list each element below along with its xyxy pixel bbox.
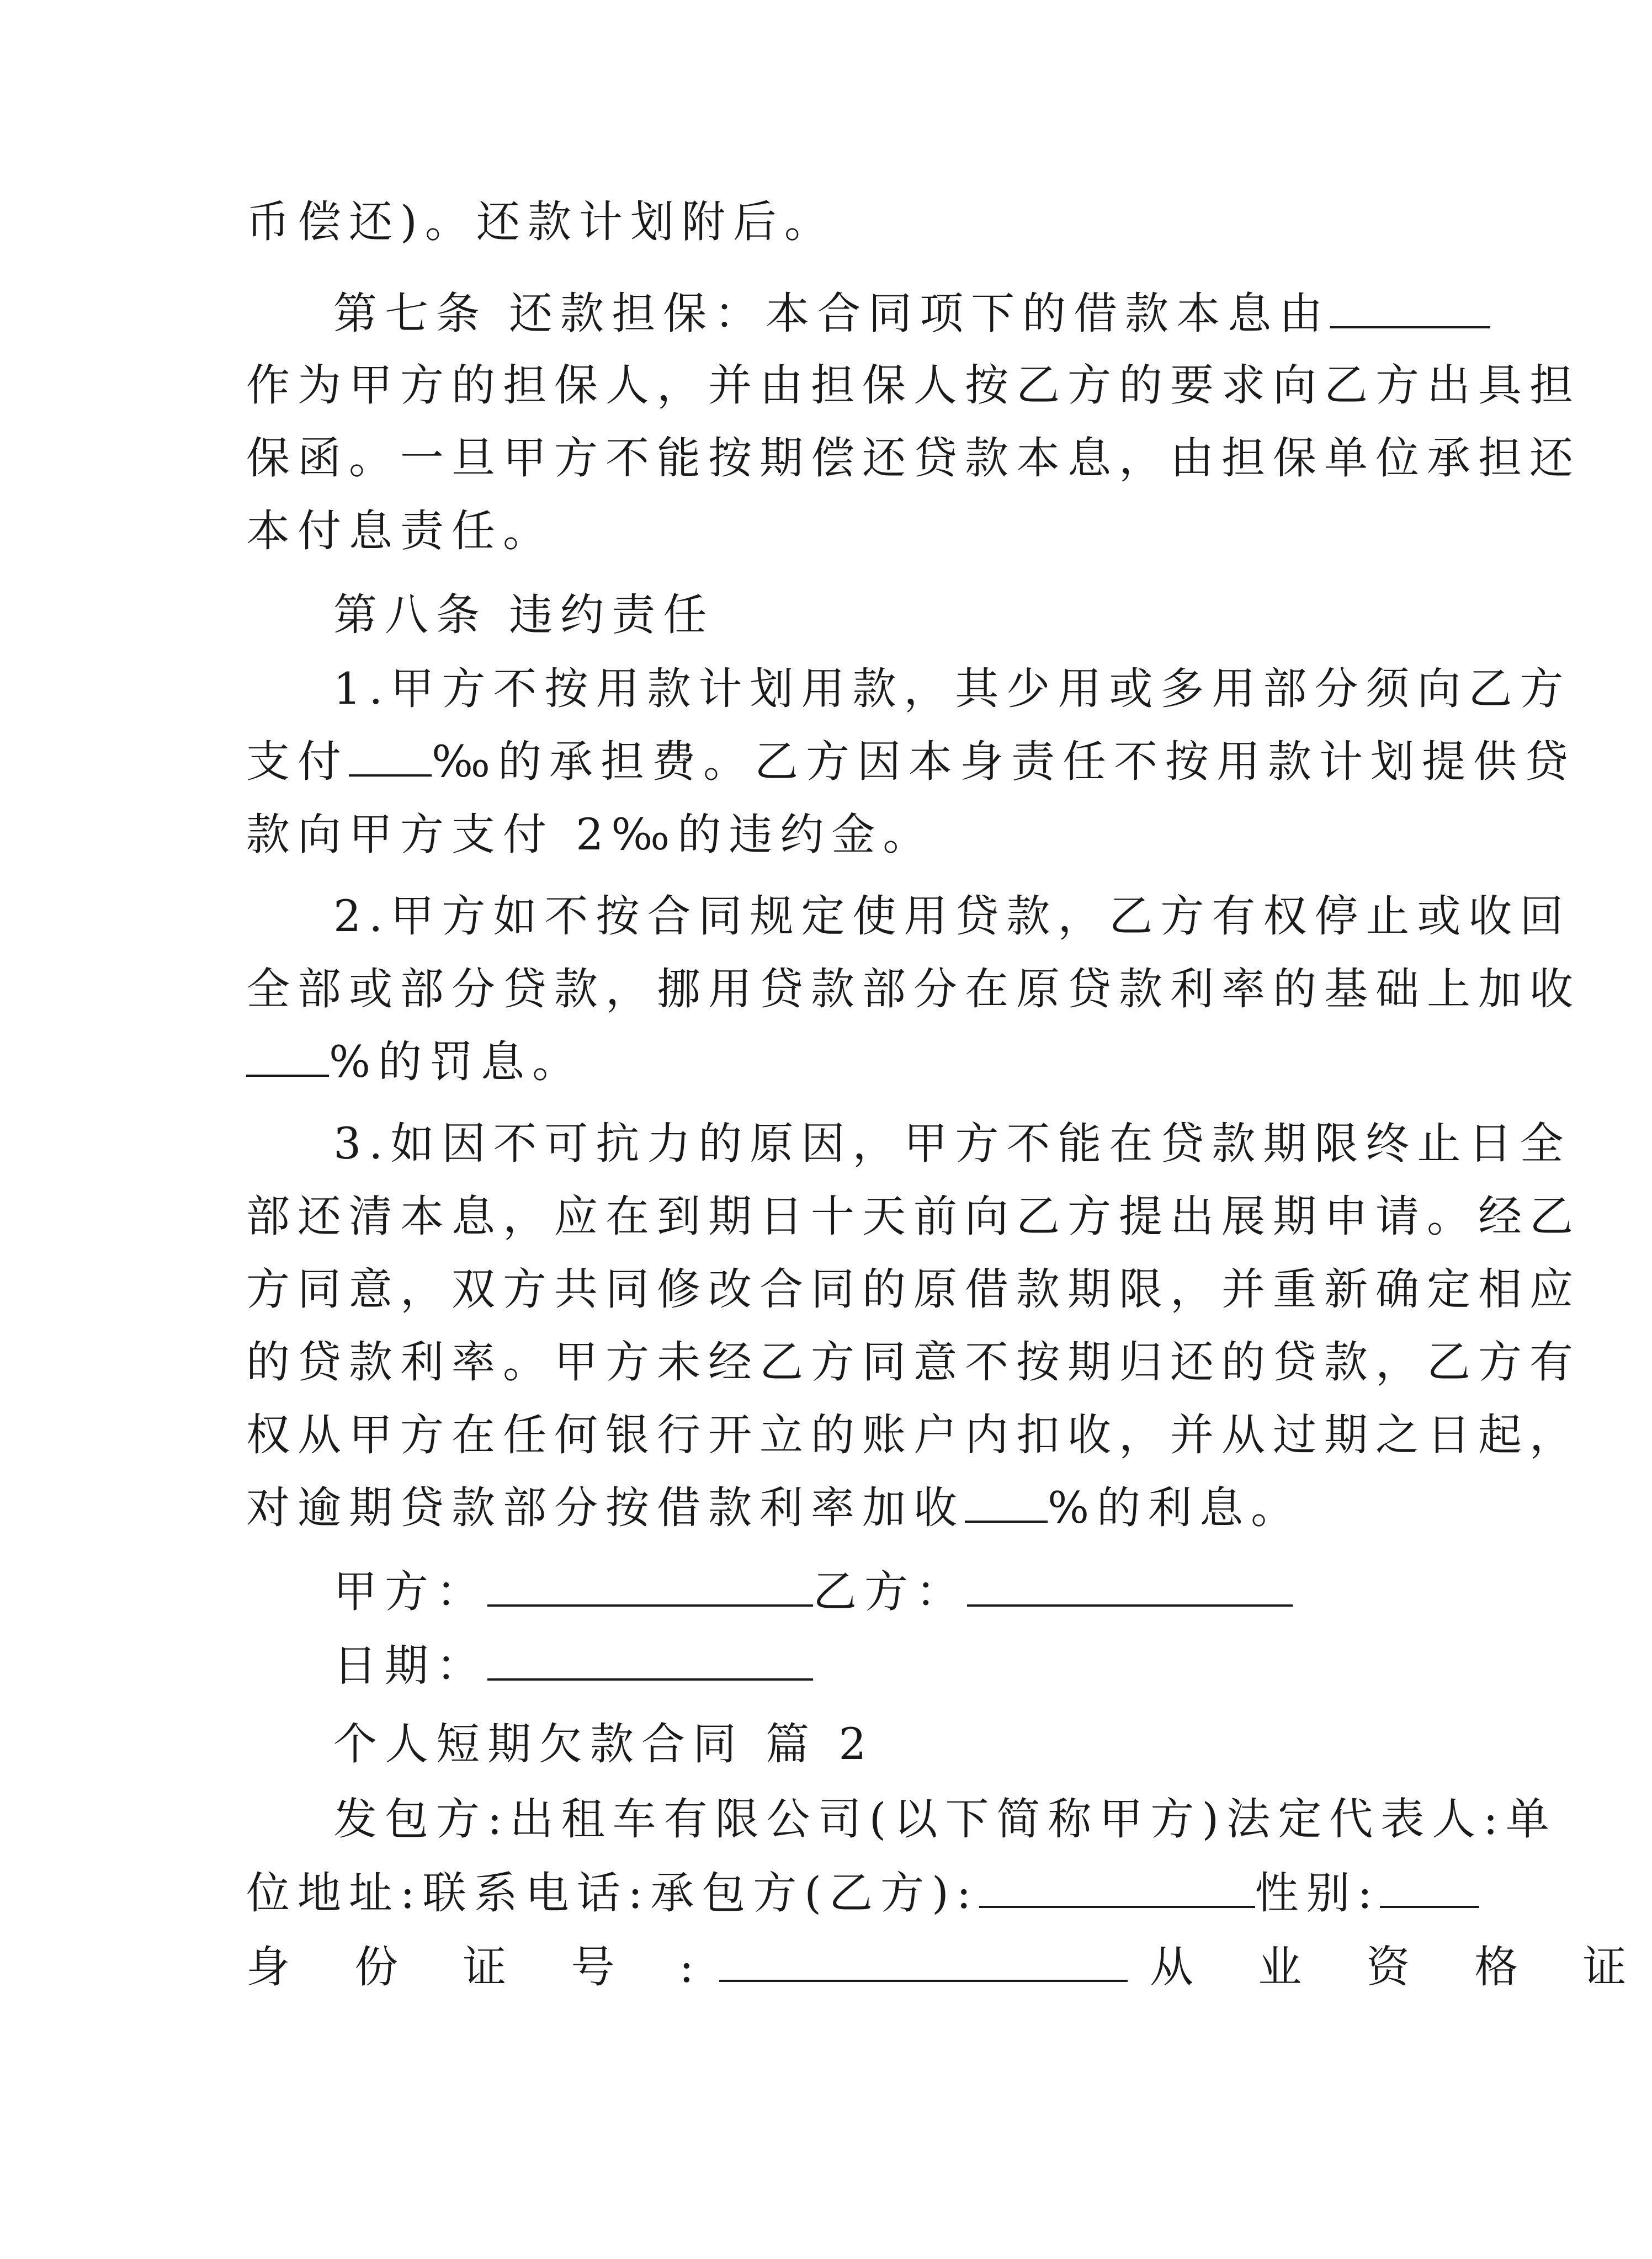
paragraph-text: 的贷款利率。甲方未经乙方同意不按期归还的贷款，乙方有: [246, 1337, 1581, 1388]
paragraph-text: 款向甲方支付 2‰的违约金。: [246, 809, 934, 860]
signature-line: [333, 1564, 1367, 1619]
paragraph-text: 2.甲方如不按合同规定使用贷款，乙方有权停止或收回: [333, 891, 1571, 942]
text-line: [333, 1116, 1571, 1171]
paragraph-text: ‰的承担费。乙方因本身责任不按用款计划提供贷: [432, 736, 1576, 787]
fill-blank-overdue-rate[interactable]: [965, 1482, 1048, 1523]
text-line: [246, 358, 1581, 413]
section-heading: 第八条 违约责任: [333, 589, 715, 640]
date-label: 日期：: [333, 1640, 487, 1691]
text-line: [246, 1335, 1581, 1390]
paragraph-text: 方同意，双方共同修改合同的原借款期限，并重新确定相应: [246, 1264, 1581, 1315]
fill-blank-guarantor[interactable]: [1330, 288, 1490, 328]
text-line: [246, 1865, 1380, 1921]
fill-blank-contractor-name[interactable]: [979, 1867, 1255, 1908]
text-line: [246, 807, 1367, 862]
paragraph-text: 身 份 证 号 :: [246, 1942, 720, 1992]
paragraph-text: 权从甲方在任何银行开立的账户内扣收，并从过期之日起，: [246, 1410, 1581, 1460]
paragraph-text: 币偿还)。还款计划附后。: [246, 196, 836, 247]
section-title-line: [333, 1716, 1367, 1772]
section-title: 个人短期欠款合同 篇 2: [333, 1719, 874, 1769]
text-line: [246, 1480, 1367, 1535]
paragraph-text: 发包方:出租车有限公司(以下简称甲方)法定代表人:单: [333, 1794, 1557, 1845]
text-line: [333, 1792, 1557, 1847]
paragraph-text: 3.如因不可抗力的原因，甲方不能在贷款期限终止日全: [333, 1118, 1571, 1169]
text-line: [246, 1262, 1581, 1317]
fill-blank-id-number[interactable]: [719, 1941, 1128, 1982]
paragraph-text: 位地址:联系电话:承包方(乙方):: [246, 1868, 979, 1918]
date-line: [333, 1638, 1367, 1693]
article-7-heading-line: [333, 286, 1367, 341]
paragraph-text: 1.甲方不按用款计划用款，其少用或多用部分须向乙方: [333, 663, 1571, 714]
paragraph-text: 性别:: [1255, 1868, 1380, 1918]
text-line: [333, 889, 1571, 944]
party-a-signature-field[interactable]: [487, 1566, 813, 1607]
paragraph-text: 对逾期贷款部分按借款利率加收: [246, 1482, 965, 1533]
paragraph-text: 作为甲方的担保人，并由担保人按乙方的要求向乙方出具担: [246, 360, 1581, 411]
article-8-heading: [333, 587, 1367, 642]
paragraph-text: 部还清本息，应在到期日十天前向乙方提出展期申请。经乙: [246, 1191, 1581, 1242]
date-field[interactable]: [487, 1640, 813, 1681]
text-line: [246, 430, 1581, 486]
paragraph-text: 从 业 资 格 证: [1150, 1942, 1652, 1992]
paragraph-text: 第七条 还款担保：本合同项下的借款本息由: [333, 288, 1331, 339]
fill-blank-penalty-rate[interactable]: [246, 1036, 329, 1077]
fill-blank-gender[interactable]: [1380, 1867, 1479, 1908]
fill-blank-commitment-fee[interactable]: [349, 736, 432, 777]
party-a-label: 甲方：: [333, 1566, 487, 1617]
paragraph-text: 全部或部分贷款，挪用贷款部分在原贷款利率的基础上加收: [246, 964, 1581, 1014]
text-line: [246, 1407, 1581, 1463]
party-b-label: 乙方：: [813, 1566, 967, 1617]
party-b-signature-field[interactable]: [967, 1566, 1293, 1607]
text-line: [246, 1034, 1367, 1089]
paragraph-text: %的罚息。: [329, 1037, 584, 1087]
paragraph-text: %的利息。: [1048, 1482, 1303, 1533]
paragraph-text: 本付息责任。: [246, 506, 554, 556]
text-line: [333, 661, 1571, 716]
text-line: [246, 1189, 1581, 1244]
text-line: [246, 961, 1581, 1017]
text-line: [246, 503, 1367, 559]
text-line: [246, 1939, 1652, 1995]
text-line: [246, 734, 1576, 789]
paragraph-text: 保函。一旦甲方不能按期偿还贷款本息，由担保单位承担还: [246, 433, 1581, 483]
paragraph-text: 支付: [246, 736, 349, 787]
text-line: [246, 194, 1367, 249]
